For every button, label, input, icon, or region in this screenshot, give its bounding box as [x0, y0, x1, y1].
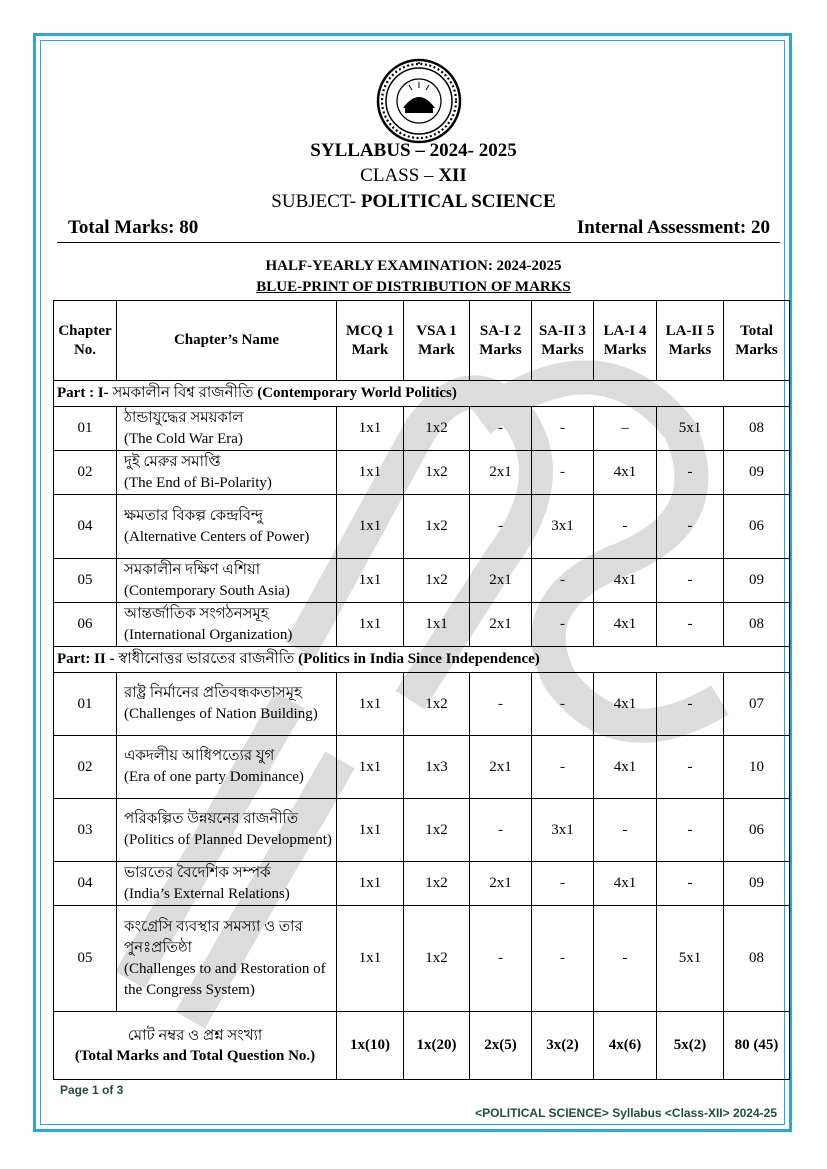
cell-la1: – [594, 407, 657, 451]
cell-vsa: 1x1 [404, 603, 470, 647]
cell-la2: - [657, 673, 724, 736]
totals-la2: 5x(2) [657, 1012, 724, 1080]
table-row [54, 559, 790, 603]
cell-chapter-name [117, 799, 337, 862]
cell-vsa: 1x2 [404, 559, 470, 603]
part-2-label: Part: II - [57, 651, 115, 667]
cell-la2: - [657, 799, 724, 862]
subject-value: POLITICAL SCIENCE [360, 191, 556, 212]
table-row [54, 736, 790, 799]
council-seal-logo [376, 58, 462, 144]
totals-la1: 4x(6) [594, 1012, 657, 1080]
cell-sa2: - [532, 407, 594, 451]
cell-sa1: - [470, 906, 532, 1012]
totals-row [54, 1012, 790, 1080]
chapter-name-en: (Alternative Centers of Power) [124, 528, 310, 545]
class-line [0, 165, 827, 187]
part-1-bn: সমকালীন বিশ্ব রাজনীতি [108, 385, 254, 401]
cell-total: 09 [724, 559, 790, 603]
cell-chapter-no: 02 [54, 451, 117, 495]
part-2-bn: স্বাধীনোত্তর ভারতের রাজনীতি [114, 651, 295, 667]
cell-chapter-name [117, 407, 337, 451]
cell-mcq: 1x1 [337, 799, 404, 862]
col-vsa: VSA 1 Mark [404, 301, 470, 381]
class-label: CLASS – [360, 165, 439, 186]
cell-chapter-no: 05 [54, 906, 117, 1012]
cell-sa1: 2x1 [470, 862, 532, 906]
cell-vsa: 1x2 [404, 799, 470, 862]
table-row [54, 603, 790, 647]
totals-label-en: (Total Marks and Total Question No.) [74, 1047, 316, 1064]
chapter-name-bn: ক্ষমতার বিকল্প কেন্দ্রবিন্দু [124, 507, 264, 524]
cell-total: 08 [724, 407, 790, 451]
cell-la2: 5x1 [657, 906, 724, 1012]
table-row [54, 799, 790, 862]
cell-chapter-no: 02 [54, 736, 117, 799]
cell-mcq: 1x1 [337, 559, 404, 603]
cell-mcq: 1x1 [337, 603, 404, 647]
cell-la1: 4x1 [594, 603, 657, 647]
chapter-name-en: (The End of Bi-Polarity) [124, 474, 272, 491]
cell-sa2: 3x1 [532, 495, 594, 559]
header-divider [57, 242, 780, 243]
cell-sa2: - [532, 559, 594, 603]
cell-la2: - [657, 451, 724, 495]
cell-total: 06 [724, 495, 790, 559]
cell-total: 08 [724, 906, 790, 1012]
cell-mcq: 1x1 [337, 736, 404, 799]
cell-chapter-no: 01 [54, 407, 117, 451]
chapter-name-bn: রাষ্ট্র নির্মানের প্রতিবন্ধকতাসমূহ [124, 685, 302, 701]
table-row [54, 673, 790, 736]
cell-mcq: 1x1 [337, 451, 404, 495]
cell-chapter-no: 01 [54, 673, 117, 736]
table-row [54, 451, 790, 495]
table-row [54, 906, 790, 1012]
chapter-name-bn: আন্তর্জাতিক সংগঠনসমূহ [124, 605, 269, 622]
cell-la2: - [657, 559, 724, 603]
cell-total: 07 [724, 673, 790, 736]
page-number: Page 1 of 3 [60, 1083, 124, 1097]
part-1-en: (Contemporary World Politics) [253, 385, 457, 401]
cell-sa1: 2x1 [470, 736, 532, 799]
col-chapter-no: Chapter No. [54, 301, 117, 381]
cell-sa2: - [532, 736, 594, 799]
chapter-name-en: (Era of one party Dominance) [124, 769, 304, 785]
cell-la1: - [594, 799, 657, 862]
cell-vsa: 1x2 [404, 451, 470, 495]
table-header-row [54, 301, 790, 381]
totals-vsa: 1x(20) [404, 1012, 470, 1080]
table-row [54, 407, 790, 451]
chapter-name-en: (International Organization) [124, 626, 293, 643]
class-value: XII [438, 165, 467, 186]
chapter-name-en: (Contemporary South Asia) [124, 582, 290, 599]
cell-chapter-name [117, 906, 337, 1012]
cell-mcq: 1x1 [337, 407, 404, 451]
cell-sa2: - [532, 862, 594, 906]
totals-label-bn: মোট নম্বর ও প্রশ্ন সংখ্যা [127, 1027, 263, 1044]
cell-mcq: 1x1 [337, 495, 404, 559]
part-2-en: (Politics in India Since Independence) [294, 651, 540, 667]
cell-sa2: - [532, 603, 594, 647]
footer-title: <POLITICAL SCIENCE> Syllabus <Class-XII> 2024-25 [475, 1106, 777, 1120]
col-mcq: MCQ 1 Mark [337, 301, 404, 381]
col-la1: LA-I 4 Marks [594, 301, 657, 381]
cell-sa2: - [532, 451, 594, 495]
cell-sa2: 3x1 [532, 799, 594, 862]
cell-sa2: - [532, 673, 594, 736]
cell-sa2: - [532, 906, 594, 1012]
cell-sa1: - [470, 799, 532, 862]
chapter-name-bn: কংগ্রেসি ব্যবস্থার সমস্যা ও তার পুনঃপ্রতিষ্ঠা [124, 918, 303, 956]
cell-vsa: 1x2 [404, 862, 470, 906]
exam-title: HALF-YEARLY EXAMINATION: 2024-2025 [265, 258, 562, 274]
cell-la1: 4x1 [594, 673, 657, 736]
cell-chapter-name [117, 862, 337, 906]
cell-vsa: 1x2 [404, 673, 470, 736]
cell-vsa: 1x2 [404, 906, 470, 1012]
cell-chapter-name [117, 495, 337, 559]
cell-sa1: 2x1 [470, 559, 532, 603]
cell-chapter-no: 05 [54, 559, 117, 603]
cell-sa1: - [470, 407, 532, 451]
subject-line [0, 191, 827, 213]
cell-chapter-name [117, 603, 337, 647]
col-total: Total Marks [724, 301, 790, 381]
cell-mcq: 1x1 [337, 862, 404, 906]
cell-chapter-name [117, 451, 337, 495]
col-chapter-name: Chapter’s Name [117, 301, 337, 381]
col-la2: LA-II 5 Marks [657, 301, 724, 381]
totals-total: 80 (45) [724, 1012, 790, 1080]
cell-la2: - [657, 736, 724, 799]
cell-chapter-name [117, 673, 337, 736]
cell-la1: - [594, 495, 657, 559]
col-sa2: SA-II 3 Marks [532, 301, 594, 381]
marks-distribution-table [53, 300, 790, 1080]
syllabus-title: SYLLABUS – 2024- 2025 [310, 140, 517, 161]
cell-la1: - [594, 906, 657, 1012]
part-2-heading [54, 647, 790, 673]
chapter-name-bn: সমকালীন দক্ষিণ এশিয়া [124, 561, 261, 578]
cell-la1: 4x1 [594, 559, 657, 603]
cell-chapter-no: 06 [54, 603, 117, 647]
chapter-name-en: (Challenges to and Restoration of the Congress System) [124, 960, 326, 998]
totals-sa1: 2x(5) [470, 1012, 532, 1080]
blueprint-title: BLUE-PRINT OF DISTRIBUTION OF MARKS [256, 279, 571, 295]
totals-mcq: 1x(10) [337, 1012, 404, 1080]
cell-la1: 4x1 [594, 862, 657, 906]
cell-chapter-no: 04 [54, 495, 117, 559]
cell-la2: 5x1 [657, 407, 724, 451]
table-row [54, 495, 790, 559]
chapter-name-bn: দুই মেরুর সমাপ্তি [124, 453, 221, 470]
cell-sa1: - [470, 673, 532, 736]
cell-total: 08 [724, 603, 790, 647]
cell-mcq: 1x1 [337, 673, 404, 736]
table-row [54, 862, 790, 906]
chapter-name-bn: ঠান্ডাযুদ্ধের সময়কাল [124, 409, 244, 426]
chapter-name-en: (The Cold War Era) [124, 430, 243, 447]
chapter-name-en: (Politics of Planned Development) [124, 832, 332, 848]
cell-chapter-no: 04 [54, 862, 117, 906]
cell-sa1: - [470, 495, 532, 559]
cell-vsa: 1x2 [404, 407, 470, 451]
cell-vsa: 1x2 [404, 495, 470, 559]
cell-vsa: 1x3 [404, 736, 470, 799]
cell-total: 06 [724, 799, 790, 862]
subject-label: SUBJECT- [271, 191, 361, 212]
part-1-heading [54, 381, 790, 407]
cell-sa1: 2x1 [470, 451, 532, 495]
cell-la1: 4x1 [594, 736, 657, 799]
cell-sa1: 2x1 [470, 603, 532, 647]
chapter-name-bn: পরিকল্পিত উন্নয়নের রাজনীতি [124, 811, 299, 827]
chapter-name-en: (India’s External Relations) [124, 885, 290, 902]
cell-la2: - [657, 862, 724, 906]
cell-total: 10 [724, 736, 790, 799]
chapter-name-bn: ভারতের বৈদেশিক সম্পর্ক [124, 864, 271, 881]
chapter-name-en: (Challenges of Nation Building) [124, 706, 318, 722]
cell-chapter-name [117, 736, 337, 799]
cell-total: 09 [724, 862, 790, 906]
cell-mcq: 1x1 [337, 906, 404, 1012]
cell-la2: - [657, 603, 724, 647]
internal-assessment: Internal Assessment: 20 [576, 217, 770, 238]
cell-la1: 4x1 [594, 451, 657, 495]
part-1-label: Part : I- [57, 385, 109, 401]
total-marks: Total Marks: 80 [68, 217, 199, 238]
cell-chapter-name [117, 559, 337, 603]
totals-sa2: 3x(2) [532, 1012, 594, 1080]
cell-total: 09 [724, 451, 790, 495]
chapter-name-bn: একদলীয় আধিপত্যের যুগ [124, 748, 275, 764]
cell-chapter-no: 03 [54, 799, 117, 862]
col-sa1: SA-I 2 Marks [470, 301, 532, 381]
cell-la2: - [657, 495, 724, 559]
